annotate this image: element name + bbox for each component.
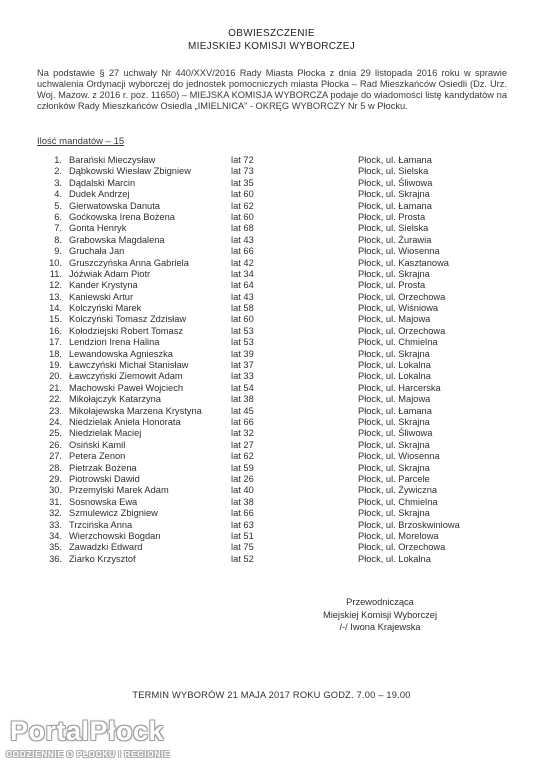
candidate-address: Płock, ul. Prosta bbox=[358, 211, 426, 222]
candidate-row bbox=[0, 314, 543, 325]
candidate-row bbox=[0, 554, 543, 565]
candidate-number: 11. bbox=[49, 268, 62, 279]
candidate-name: Piotrowski Dawid bbox=[69, 473, 140, 484]
mandates-label: Ilość mandatów – 15 bbox=[37, 136, 125, 147]
candidate-row bbox=[0, 485, 543, 496]
candidate-name: Niedzielak Aniela Honorata bbox=[69, 416, 181, 427]
watermark-tagline: CODZIENNIE O PŁOCKU I REGIONIE bbox=[6, 749, 171, 759]
candidate-age: lat 59 bbox=[231, 462, 254, 473]
candidate-address: Płock, ul. Sielska bbox=[358, 223, 429, 234]
candidate-age: lat 39 bbox=[231, 348, 254, 359]
candidate-name: Dąbkowski Wiesław Zbigniew bbox=[69, 166, 191, 177]
candidate-address: Płock, ul. Skrajna bbox=[358, 189, 430, 200]
candidate-age: lat 60 bbox=[231, 314, 254, 325]
candidate-number: 2. bbox=[54, 166, 62, 177]
candidate-name: Ławczyński Ziemowit Adam bbox=[69, 371, 183, 382]
candidate-number: 22. bbox=[49, 394, 62, 405]
candidate-address: Płock, ul. Chmielna bbox=[358, 496, 438, 507]
candidate-age: lat 68 bbox=[231, 223, 254, 234]
candidate-row bbox=[0, 349, 543, 360]
candidate-age: lat 35 bbox=[231, 177, 254, 188]
candidate-name: Gierwatowska Danuta bbox=[69, 200, 160, 211]
candidate-address: Płock, ul. Wiosenna bbox=[358, 451, 440, 462]
candidate-age: lat 66 bbox=[231, 508, 254, 519]
candidate-row bbox=[0, 155, 543, 166]
candidate-name: Ławczyński Michał Stanisław bbox=[69, 360, 189, 371]
candidate-name: Szmulewicz Zbigniew bbox=[69, 508, 158, 519]
candidate-number: 15. bbox=[49, 314, 62, 325]
candidate-address: Płock, ul. Żywiczna bbox=[358, 485, 438, 496]
candidate-row bbox=[0, 223, 543, 234]
candidate-age: lat 37 bbox=[231, 360, 254, 371]
candidate-row bbox=[0, 406, 543, 417]
candidate-number: 30. bbox=[49, 485, 62, 496]
candidate-age: lat 58 bbox=[231, 303, 254, 314]
candidate-name: Dądalski Marcin bbox=[69, 177, 136, 188]
candidate-address: Płock, ul. Harcerska bbox=[358, 382, 441, 393]
document-title: OBWIESZCZENIE bbox=[228, 28, 315, 39]
candidate-name: Mikołajczyk Katarzyna bbox=[69, 394, 161, 405]
candidate-number: 35. bbox=[49, 542, 62, 553]
candidate-row bbox=[0, 166, 543, 177]
candidate-age: lat 43 bbox=[231, 291, 254, 302]
candidate-row bbox=[0, 189, 543, 200]
candidate-number: 27. bbox=[49, 451, 62, 462]
candidate-name: Grabowska Magdalena bbox=[69, 234, 165, 245]
candidate-name: Sosnowska Ewa bbox=[69, 496, 138, 507]
candidate-number: 17. bbox=[49, 337, 62, 348]
candidate-row bbox=[0, 440, 543, 451]
candidate-address: Płock, ul. Kasztanowa bbox=[358, 257, 449, 268]
candidate-address: Płock, ul. Łamana bbox=[358, 200, 432, 211]
candidate-row bbox=[0, 212, 543, 223]
candidate-age: lat 60 bbox=[231, 211, 254, 222]
candidate-name: Machowski Paweł Wojciech bbox=[69, 382, 184, 393]
candidate-age: lat 66 bbox=[231, 416, 254, 427]
candidate-address: Płock, ul. Lokalna bbox=[358, 371, 431, 382]
signature-role: Przewodnicząca bbox=[346, 597, 414, 607]
candidate-age: lat 52 bbox=[231, 553, 254, 564]
candidate-age: lat 64 bbox=[231, 280, 254, 291]
candidate-address: Płock, ul. Sielska bbox=[358, 166, 429, 177]
candidate-age: lat 40 bbox=[231, 485, 254, 496]
candidate-age: lat 51 bbox=[231, 530, 254, 541]
candidate-address: Płock, ul. Prosta bbox=[358, 280, 426, 291]
candidate-number: 3. bbox=[54, 177, 62, 188]
candidate-number: 34. bbox=[49, 530, 62, 541]
candidate-row bbox=[0, 269, 543, 280]
candidate-number: 32. bbox=[49, 508, 62, 519]
candidate-age: lat 62 bbox=[231, 200, 254, 211]
candidate-number: 13. bbox=[49, 291, 62, 302]
signature-block bbox=[300, 596, 460, 634]
candidate-row bbox=[0, 337, 543, 348]
candidate-row bbox=[0, 474, 543, 485]
candidate-name: Gonta Henryk bbox=[69, 223, 127, 234]
candidate-number: 25. bbox=[49, 428, 62, 439]
candidate-address: Płock, ul. Brzoskwiniowa bbox=[358, 519, 460, 530]
candidate-row bbox=[0, 246, 543, 257]
candidate-address: Płock, ul. Śliwowa bbox=[358, 428, 433, 439]
candidate-address: Płock, ul. Łamana bbox=[358, 155, 432, 165]
candidate-name: Dudek Andrzej bbox=[69, 189, 130, 200]
candidate-row bbox=[0, 520, 543, 531]
candidate-address: Płock, ul. Morelowa bbox=[358, 530, 439, 541]
candidate-age: lat 62 bbox=[231, 451, 254, 462]
candidate-age: lat 34 bbox=[231, 268, 254, 279]
candidate-number: 5. bbox=[54, 200, 62, 211]
candidate-age: lat 45 bbox=[231, 405, 254, 416]
candidate-number: 21. bbox=[49, 382, 62, 393]
candidate-number: 1. bbox=[54, 155, 62, 165]
candidate-row bbox=[0, 201, 543, 212]
candidate-name: Przemylski Marek Adam bbox=[69, 485, 169, 496]
candidate-row bbox=[0, 428, 543, 439]
document-subtitle: MIEJSKIEJ KOMISJI WYBORCZEJ bbox=[187, 41, 355, 52]
candidate-name: Jóźwiak Adam Piotr bbox=[69, 268, 151, 279]
candidate-age: lat 66 bbox=[231, 246, 254, 257]
candidate-row bbox=[0, 383, 543, 394]
candidate-number: 18. bbox=[49, 348, 62, 359]
candidate-age: lat 33 bbox=[231, 371, 254, 382]
candidate-number: 14. bbox=[49, 303, 62, 314]
intro-paragraph: Na podstawie § 27 uchwały Nr 440/XXV/2016 Rady Miasta Płocka z dnia 29 listopada 2016 roku w sprawie uchwalenia Ordynacji wyborczej do jednostek pomocniczych miasta Płocka – Rad Mieszkańców Osiedli (Dz. Urz. Woj. Mazow. z 2016 r. poz. 11650) – MIEJSKA KOMISJA WYBORCZA podaje do wiadomości listę kandydatów na członków Rady Mieszkańców Osiedla „IMIELNICA” - OKRĘG WYBORCZY Nr 5 w Płocku. bbox=[37, 68, 507, 111]
candidate-row bbox=[0, 258, 543, 269]
candidate-number: 28. bbox=[49, 462, 62, 473]
candidate-row bbox=[0, 303, 543, 314]
candidate-age: lat 72 bbox=[231, 155, 254, 165]
candidate-age: lat 38 bbox=[231, 394, 254, 405]
candidate-name: Kaniewski Artur bbox=[69, 291, 134, 302]
candidate-number: 24. bbox=[49, 416, 62, 427]
candidate-address: Płock, ul. Lokalna bbox=[358, 553, 431, 564]
candidate-list bbox=[0, 155, 543, 565]
candidate-name: Trzcińska Anna bbox=[69, 519, 133, 530]
candidate-row bbox=[0, 394, 543, 405]
candidate-row bbox=[0, 280, 543, 291]
candidate-age: lat 27 bbox=[231, 439, 254, 450]
candidate-address: Płock, ul. Wiśniowa bbox=[358, 303, 439, 314]
candidate-name: Petera Zenon bbox=[69, 451, 126, 462]
candidate-name: Lendzion Irena Halina bbox=[69, 337, 160, 348]
candidate-address: Płock, ul. Żurawia bbox=[358, 234, 432, 245]
candidate-age: lat 32 bbox=[231, 428, 254, 439]
candidate-row bbox=[0, 508, 543, 519]
candidate-number: 19. bbox=[49, 360, 62, 371]
candidate-address: Płock, ul. Skrajna bbox=[358, 416, 430, 427]
candidate-name: Gruszczyńska Anna Gabriela bbox=[69, 257, 189, 268]
candidate-address: Płock, ul. Orzechowa bbox=[358, 325, 446, 336]
candidate-row bbox=[0, 235, 543, 246]
candidate-row bbox=[0, 417, 543, 428]
candidate-name: Osiński Kamil bbox=[69, 439, 126, 450]
candidate-number: 7. bbox=[54, 223, 62, 234]
candidate-number: 29. bbox=[49, 473, 62, 484]
candidate-address: Płock, ul. Skrajna bbox=[358, 462, 430, 473]
candidate-row bbox=[0, 542, 543, 553]
candidate-row bbox=[0, 497, 543, 508]
candidate-number: 31. bbox=[49, 496, 62, 507]
candidate-row bbox=[0, 292, 543, 303]
candidate-address: Płock, ul. Orzechowa bbox=[358, 291, 446, 302]
portal-plock-watermark bbox=[4, 716, 194, 766]
candidate-age: lat 38 bbox=[231, 496, 254, 507]
signature-name: /-/ Iwona Krajewska bbox=[339, 622, 421, 632]
candidate-number: 6. bbox=[54, 211, 62, 222]
candidate-address: Płock, ul. Skrajna bbox=[358, 508, 430, 519]
candidate-age: lat 63 bbox=[231, 519, 254, 530]
candidate-name: Goćkowska Irena Bożena bbox=[69, 211, 175, 222]
candidate-row bbox=[0, 178, 543, 189]
candidate-name: Niedzielak Maciej bbox=[69, 428, 142, 439]
candidate-name: Lewandowska Agnieszka bbox=[69, 348, 173, 359]
candidate-name: Kołodziejski Robert Tomasz bbox=[69, 325, 184, 336]
signature-committee: Miejskiej Komisji Wyborczej bbox=[322, 609, 438, 620]
candidate-age: lat 42 bbox=[231, 257, 254, 268]
candidate-address: Płock, ul. Majowa bbox=[358, 314, 431, 325]
candidate-address: Płock, ul. Parcele bbox=[358, 473, 430, 484]
candidate-number: 36. bbox=[49, 553, 62, 564]
election-date: TERMIN WYBORÓW 21 MAJA 2017 ROKU GODZ. 7.00 – 19.00 bbox=[132, 690, 411, 700]
watermark-logo: PortalPłock bbox=[10, 716, 165, 746]
candidate-number: 12. bbox=[49, 280, 62, 291]
candidate-age: lat 75 bbox=[231, 542, 254, 553]
candidate-address: Płock, ul. Majowa bbox=[358, 394, 431, 405]
candidate-address: Płock, ul. Lokalna bbox=[358, 360, 431, 371]
candidate-age: lat 43 bbox=[231, 234, 254, 245]
candidate-number: 8. bbox=[54, 234, 62, 245]
candidate-row bbox=[0, 326, 543, 337]
candidate-row bbox=[0, 531, 543, 542]
candidate-name: Ziarko Krzysztof bbox=[69, 553, 136, 564]
candidate-address: Płock, ul. Skrajna bbox=[358, 348, 430, 359]
candidate-address: Płock, ul. Skrajna bbox=[358, 439, 430, 450]
candidate-age: lat 26 bbox=[231, 473, 254, 484]
candidate-name: Kolczyński Tomasz Zdzisław bbox=[69, 314, 187, 325]
candidate-number: 20. bbox=[49, 371, 62, 382]
candidate-address: Płock, ul. Łamana bbox=[358, 405, 432, 416]
candidate-number: 33. bbox=[49, 519, 62, 530]
candidate-address: Płock, ul. Chmielna bbox=[358, 337, 438, 348]
candidate-age: lat 60 bbox=[231, 189, 254, 200]
candidate-age: lat 53 bbox=[231, 325, 254, 336]
candidate-address: Płock, ul. Śliwowa bbox=[358, 177, 433, 188]
candidate-number: 23. bbox=[49, 405, 62, 416]
candidate-number: 10. bbox=[49, 257, 62, 268]
candidate-number: 26. bbox=[49, 439, 62, 450]
candidate-name: Zawadzki Edward bbox=[69, 542, 143, 553]
candidate-age: lat 73 bbox=[231, 166, 254, 177]
candidate-name: Gruchała Jan bbox=[69, 246, 125, 257]
candidate-name: Mikołajewska Marzena Krystyna bbox=[69, 405, 202, 416]
candidate-address: Płock, ul. Skrajna bbox=[358, 268, 430, 279]
candidate-age: lat 54 bbox=[231, 382, 254, 393]
candidate-age: lat 53 bbox=[231, 337, 254, 348]
candidate-address: Płock, ul. Orzechowa bbox=[358, 542, 446, 553]
candidate-name: Barański Mieczysław bbox=[69, 155, 156, 165]
candidate-name: Wierzchowski Bogdan bbox=[69, 530, 161, 541]
candidate-address: Płock, ul. Wiosenna bbox=[358, 246, 440, 257]
candidate-number: 9. bbox=[54, 246, 62, 257]
candidate-row bbox=[0, 360, 543, 371]
candidate-number: 16. bbox=[49, 325, 62, 336]
candidate-row bbox=[0, 451, 543, 462]
candidate-row bbox=[0, 463, 543, 474]
candidate-number: 4. bbox=[54, 189, 62, 200]
candidate-name: Kolczyński Marek bbox=[69, 303, 142, 314]
candidate-name: Pietrzak Bożena bbox=[69, 462, 137, 473]
candidate-row bbox=[0, 371, 543, 382]
candidate-name: Kander Krystyna bbox=[69, 280, 138, 291]
